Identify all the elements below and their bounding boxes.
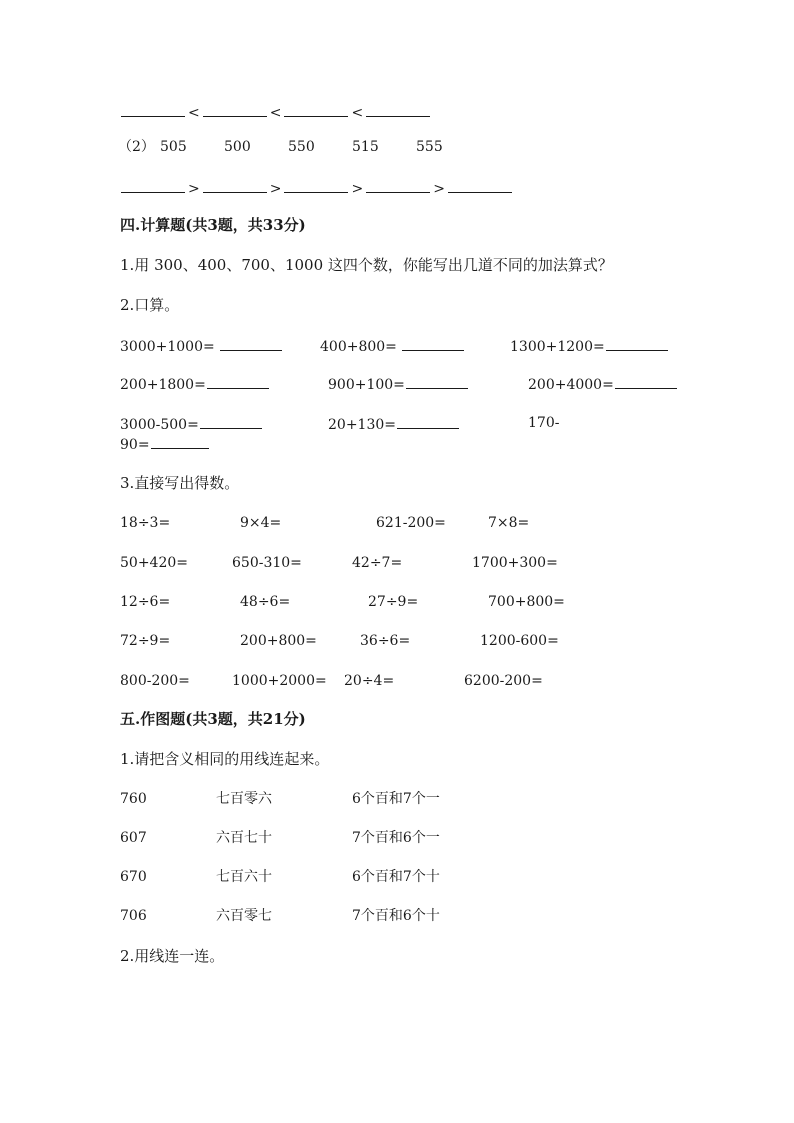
- compare-number: 550: [288, 139, 315, 155]
- answer-blank[interactable]: [121, 102, 185, 117]
- question-4-3: 3.直接写出得数。: [120, 474, 240, 492]
- calc-item: 621-200=: [376, 515, 446, 531]
- oral-calc-item: 200+1800=: [120, 374, 270, 394]
- oral-calc-item: 3000+1000=: [120, 336, 283, 356]
- oral-calc-item: 400+800=: [320, 336, 465, 356]
- section-4-heading: 四.计算题(共3题，共33分): [120, 216, 306, 234]
- answer-blank[interactable]: [151, 434, 209, 449]
- compare-number: 505: [160, 139, 187, 155]
- answer-blank[interactable]: [220, 336, 282, 351]
- match-number[interactable]: 760: [120, 791, 147, 807]
- compare-row-1: [120, 102, 431, 122]
- q2-label: （2）: [118, 139, 155, 155]
- calc-item: 800-200=: [120, 673, 190, 689]
- calc-item: 7×8=: [488, 515, 530, 531]
- compare-row-2: [120, 178, 513, 198]
- match-phrase[interactable]: 7个百和6个十: [352, 908, 440, 924]
- answer-blank[interactable]: [203, 102, 267, 117]
- calc-item: 700+800=: [488, 594, 565, 610]
- question-5-2: 2.用线连一连。: [120, 947, 225, 965]
- answer-blank[interactable]: [606, 336, 668, 351]
- match-number[interactable]: 670: [120, 869, 147, 885]
- match-number[interactable]: 607: [120, 830, 147, 846]
- calc-item: 200+800=: [240, 633, 317, 649]
- answer-blank[interactable]: [207, 374, 269, 389]
- calc-item: 42÷7=: [352, 555, 403, 571]
- calc-item: 1200-600=: [480, 633, 559, 649]
- answer-blank[interactable]: [397, 414, 459, 429]
- less-than-symbol: <: [269, 105, 282, 121]
- calc-item: 1000+2000=: [232, 673, 327, 689]
- calc-item: 72÷9=: [120, 633, 171, 649]
- answer-blank[interactable]: [366, 178, 430, 193]
- calc-item: 650-310=: [232, 555, 302, 571]
- answer-blank[interactable]: [284, 178, 348, 193]
- calc-item: 12÷6=: [120, 594, 171, 610]
- oral-calc-item: 3000-500=: [120, 414, 263, 434]
- answer-blank[interactable]: [448, 178, 512, 193]
- oral-calc-item: 900+100=: [328, 374, 469, 394]
- answer-blank[interactable]: [203, 178, 267, 193]
- answer-blank[interactable]: [284, 102, 348, 117]
- oral-calc-item: 200+4000=: [528, 374, 678, 394]
- calc-item: 20÷4=: [344, 673, 395, 689]
- question-4-1: 1.用 300、400、700、1000 这四个数，你能写出几道不同的加法算式？: [120, 256, 613, 274]
- less-than-symbol: <: [188, 105, 200, 121]
- match-word[interactable]: 六百七十: [216, 830, 272, 846]
- calc-item: 6200-200=: [464, 673, 543, 689]
- calc-item: 27÷9=: [368, 594, 419, 610]
- answer-blank[interactable]: [121, 178, 185, 193]
- match-word[interactable]: 七百零六: [216, 791, 272, 807]
- match-phrase[interactable]: 6个百和7个一: [352, 791, 440, 807]
- answer-blank[interactable]: [200, 414, 262, 429]
- oral-calc-item: 1300+1200=: [510, 336, 669, 356]
- calc-item: 36÷6=: [360, 633, 411, 649]
- calc-item: 1700+300=: [472, 555, 558, 571]
- greater-than-symbol: >: [269, 181, 282, 197]
- answer-blank[interactable]: [615, 374, 677, 389]
- greater-than-symbol: >: [351, 181, 364, 197]
- match-word[interactable]: 七百六十: [216, 869, 272, 885]
- compare-number: 500: [224, 139, 251, 155]
- less-than-symbol: <: [351, 105, 364, 121]
- calc-item: 48÷6=: [240, 594, 291, 610]
- compare-number: 515: [352, 139, 379, 155]
- oral-calc-item: 90=: [120, 434, 210, 454]
- oral-calc-item: 20+130=: [328, 414, 460, 434]
- compare-number: 555: [416, 139, 443, 155]
- calc-item: 50+420=: [120, 555, 188, 571]
- answer-blank[interactable]: [366, 102, 430, 117]
- question-4-2: 2.口算。: [120, 296, 180, 314]
- greater-than-symbol: >: [433, 181, 445, 197]
- answer-blank[interactable]: [402, 336, 464, 351]
- question-5-1: 1.请把含义相同的用线连起来。: [120, 750, 330, 768]
- oral-calc-item: 170-: [528, 415, 560, 431]
- section-5-heading: 五.作图题(共3题，共21分): [120, 710, 306, 728]
- calc-item: 18÷3=: [120, 515, 171, 531]
- match-word[interactable]: 六百零七: [216, 908, 272, 924]
- calc-item: 9×4=: [240, 515, 282, 531]
- match-phrase[interactable]: 7个百和6个一: [352, 830, 440, 846]
- answer-blank[interactable]: [406, 374, 468, 389]
- greater-than-symbol: >: [188, 181, 200, 197]
- match-phrase[interactable]: 6个百和7个十: [352, 869, 440, 885]
- match-number[interactable]: 706: [120, 908, 147, 924]
